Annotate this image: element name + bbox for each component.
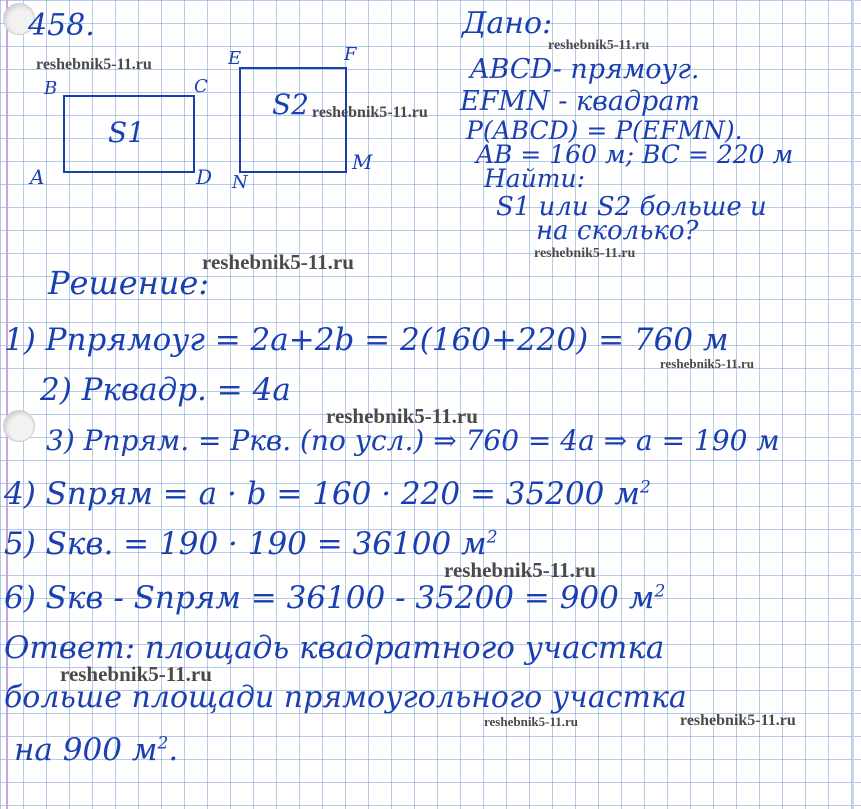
watermark: reshebnik5-11.ru: [312, 104, 428, 121]
solution-step-5-text: 5) Sкв. = 190 · 190 = 36100 м: [4, 526, 487, 562]
vertex-a: A: [30, 165, 45, 189]
sq-unit-4: 2: [639, 477, 651, 498]
solution-heading: Решение:: [48, 264, 210, 302]
given-line-2: EFMN - квадрат: [460, 86, 701, 117]
watermark: reshebnik5-11.ru: [484, 714, 579, 729]
given-line-7: на сколько?: [536, 216, 699, 246]
sq-unit-6: 2: [654, 581, 666, 602]
watermark: reshebnik5-11.ru: [36, 56, 152, 73]
rect-area-label: S1: [108, 116, 145, 149]
solution-step-1: 1) Pпрямоуг = 2a+2b = 2(160+220) = 760 м: [4, 322, 729, 358]
watermark: reshebnik5-11.ru: [444, 558, 596, 582]
watermark: reshebnik5-11.ru: [660, 356, 755, 371]
vertex-e: E: [228, 48, 242, 69]
watermark: reshebnik5-11.ru: [534, 246, 636, 261]
solution-step-6: [4, 580, 665, 616]
answer-tail: .: [168, 732, 179, 768]
solution-step-5: [4, 526, 498, 562]
watermark: reshebnik5-11.ru: [202, 250, 354, 274]
solution-step-6-text: 6) Sкв - Sпрям = 36100 - 35200 = 900 м: [4, 580, 655, 616]
vertex-b: B: [44, 78, 58, 99]
given-line-4: AB = 160 м; BC = 220 м: [476, 140, 794, 169]
watermark: reshebnik5-11.ru: [60, 662, 212, 686]
vertex-c: C: [194, 76, 208, 97]
solution-step-4-text: 4) Sпрям = a · b = 160 · 220 = 35200 м: [4, 476, 640, 512]
solution-step-2: 2) Pквадр. = 4a: [40, 372, 291, 408]
square-area-label: S2: [272, 88, 309, 121]
watermark: reshebnik5-11.ru: [680, 712, 796, 729]
watermark: reshebnik5-11.ru: [548, 38, 650, 53]
watermark: reshebnik5-11.ru: [326, 404, 478, 428]
given-line-3: P(ABCD) = P(EFMN).: [466, 116, 743, 145]
problem-number: 458.: [28, 8, 95, 43]
given-line-6: S1 или S2 больше и: [496, 192, 767, 222]
answer-line-1: Ответ: площадь квадратного участка: [4, 630, 665, 666]
vertex-f: F: [344, 44, 357, 65]
answer-line-3: [14, 732, 178, 768]
given-line-1: ABCD- прямоуг.: [470, 54, 700, 85]
sq-unit-5: 2: [486, 527, 498, 548]
vertex-m: M: [352, 150, 373, 174]
given-line-5: Найти:: [484, 164, 586, 193]
vertex-n: N: [232, 172, 248, 193]
answer-line-3-text: на 900 м: [14, 732, 158, 768]
given-heading: Дано:: [462, 6, 553, 41]
sq-unit-answer: 2: [157, 733, 169, 754]
answer-line-2: больше площади прямоугольного участка: [4, 680, 687, 715]
solution-step-4: [4, 476, 651, 512]
solution-step-3: 3) Pпрям. = Pкв. (по усл.) ⇒ 760 = 4a ⇒ a = 190 м: [46, 424, 780, 457]
vertex-d: D: [196, 165, 213, 189]
